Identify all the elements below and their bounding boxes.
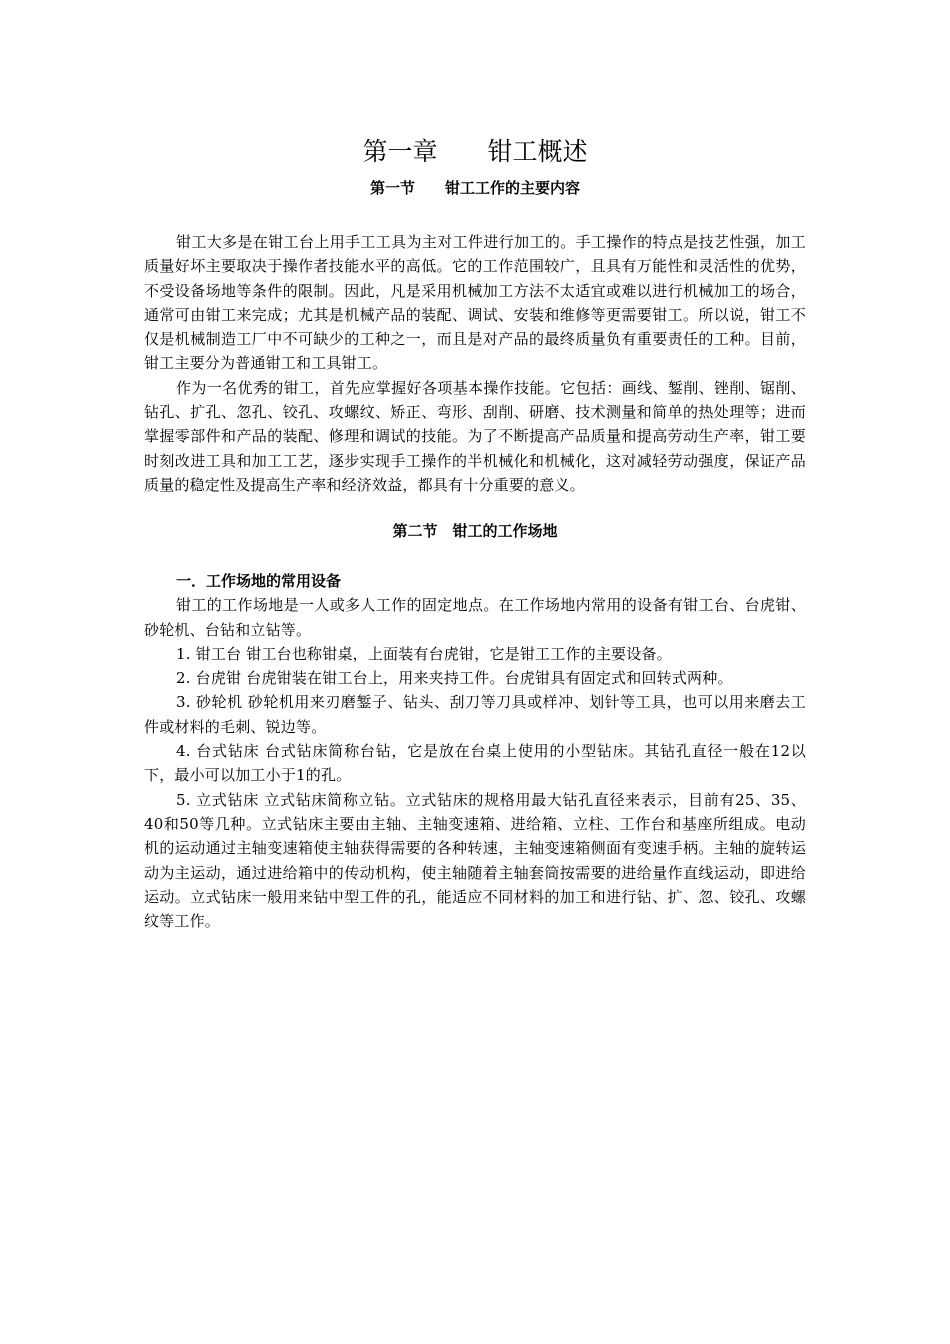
subsection-title: 一．工作场地的常用设备 — [176, 572, 342, 591]
section-title-2: 第二节 钳工的工作场地 — [392, 522, 558, 541]
section-title-1: 第一节 钳工工作的主要内容 — [369, 179, 580, 197]
list-item-vertical-drill: 5. 立式钻床 立式钻床简称立钻。立式钻床的规格用最大钻孔直径来表示，目前有25、35、40和50等几种。立式钻床主要由主轴、主轴变速箱、进给箱、立柱、工作台和基座所组成。电动机的运动通过主轴变速箱使主轴获得需要的各种转速，主轴变速箱侧面有变速手柄。主轴的旋转运动为主运动，通过进给箱中的传动机构，使主轴随着主轴套筒按需要的进给量作直线运动，即进给运动。立式钻床一般用来钻中型工件的孔，能适应不同材料的加工和进行钻、扩、忽、铰孔、攻螺纹等工作。 — [144, 790, 806, 931]
paragraph: 钳工大多是在钳工台上用手工工具为主对工件进行加工的。手工操作的特点是技艺性强，加工质量好坏主要取决于操作者技能水平的高低。它的工作范围较广，且具有万能性和灵活性的优势，不受设备场地等条件的限制。因此，凡是采用机械加工方法不太适宜或难以进行机械加工的场合，通常可由钳工来完成；尤其是机械产品的装配、调试、安装和维修等更需要钳工。所以说，钳工不仅是机械制造工厂中不可缺少的工种之一，而且是对产品的最终质量负有重要责任的工种。目前，钳工主要分为普通钳工和工具钳工。 — [144, 233, 806, 373]
chapter-title: 第一章 钳工概述 — [362, 137, 588, 166]
list-item-workbench: 1. 钳工台 钳工台也称钳桌，上面装有台虎钳，它是钳工工作的主要设备。 — [176, 644, 672, 663]
list-item-grinder: 3. 砂轮机 砂轮机用来刃磨錾子、钻头、刮刀等刀具或样冲、划针等工具，也可以用来磨去工件或材料的毛刺、锐边等。 — [144, 693, 806, 736]
list-item-bench-vise: 2. 台虎钳 台虎钳装在钳工台上，用来夹持工件。台虎钳具有固定式和回转式两种。 — [176, 669, 733, 688]
paragraph: 作为一名优秀的钳工，首先应掌握好各项基本操作技能。它包括：画线、錾削、锉削、锯削、钻孔、扩孔、忽孔、铰孔、攻螺纹、矫正、弯形、刮削、研磨、技术测量和简单的热处理等；进而掌握零部件和产品的装配、修理和调试的技能。为了不断提高产品质量和提高劳动生产率，钳工要时刻改进工具和加工工艺，逐步实现手工操作的半机械化和机械化，这对减轻劳动强度，保证产品质量的稳定性及提高生产率和经济效益，都具有十分重要的意义。 — [144, 378, 806, 494]
list-item-bench-drill: 4. 台式钻床 台式钻床简称台钻，它是放在台桌上使用的小型钻床。其钻孔直径一般在12以下，最小可以加工小于1的孔。 — [144, 742, 806, 785]
paragraph: 钳工的工作场地是一人或多人工作的固定地点。在工作场地内常用的设备有钳工台、台虎钳、砂轮机、台钻和立钻等。 — [144, 596, 806, 639]
page-content — [144, 134, 806, 933]
